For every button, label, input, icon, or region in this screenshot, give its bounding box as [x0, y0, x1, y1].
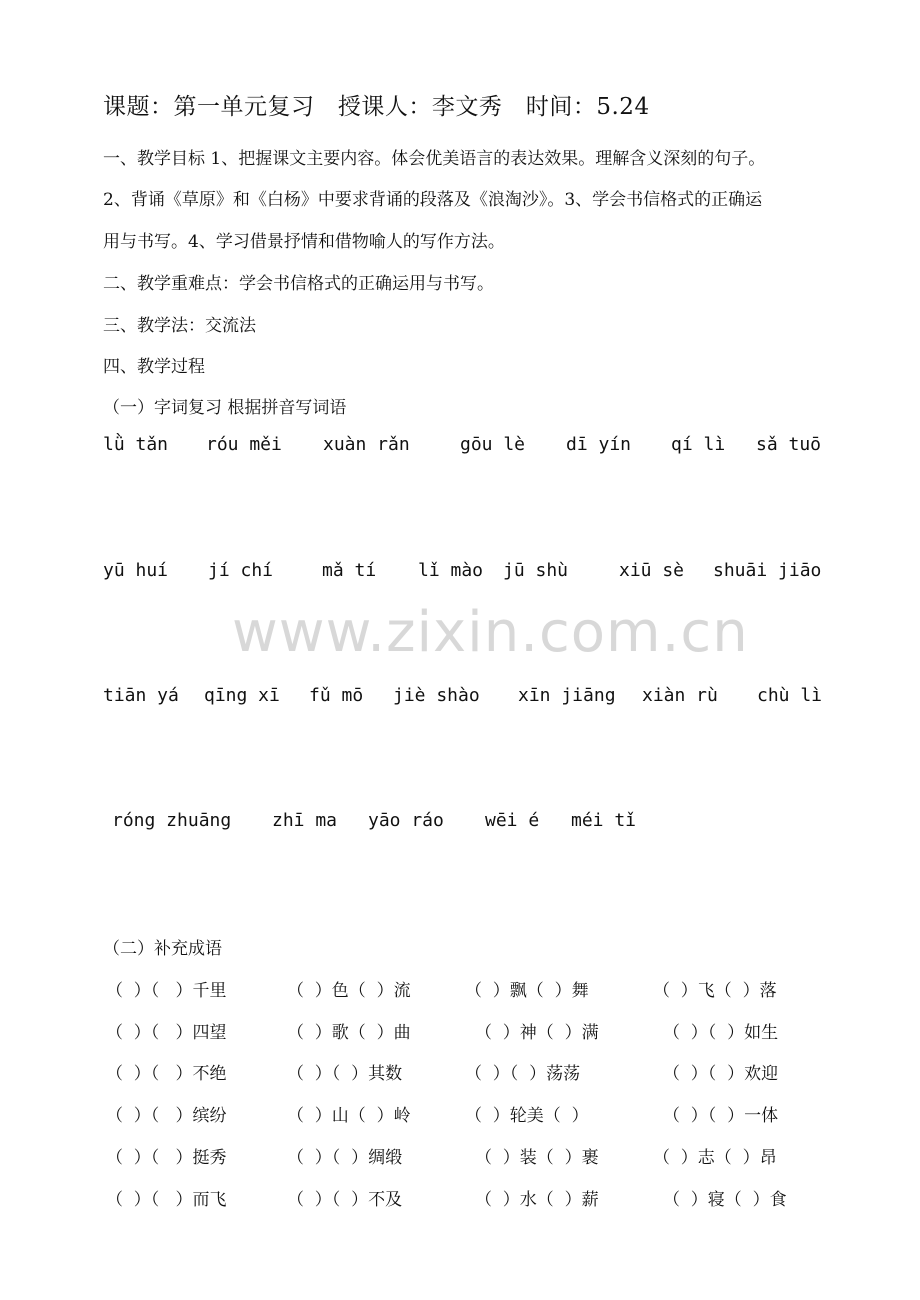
idiom-item: （ ）（ ）缤纷 [106, 1106, 227, 1126]
idiom-item: （ ）（ ）其数 [287, 1064, 403, 1084]
pinyin-item: chù lì [757, 685, 823, 706]
idiom-item: （ ）（ ）挺秀 [106, 1148, 227, 1168]
idiom-item: （ ）志（ ）昂 [653, 1148, 777, 1168]
idiom-item: （ ）飘（ ）舞 [465, 981, 589, 1001]
idiom-item: （ ）（ ）欢迎 [663, 1064, 779, 1084]
pinyin-item: méi tǐ [571, 810, 637, 831]
pinyin-item: qí lì [671, 434, 726, 455]
idiom-item: （ ）（ ）不及 [287, 1190, 403, 1210]
idiom-item: （ ）（ ）不绝 [106, 1064, 227, 1084]
pinyin-item: róu měi [206, 434, 282, 455]
goals-line-2: 2、背诵《草原》和《白杨》中要求背诵的段落及《浪淘沙》。3、学会书信格式的正确运 [103, 190, 763, 210]
pinyin-item: fǔ mō [309, 685, 364, 706]
idiom-item: （ ）（ ）千里 [106, 981, 227, 1001]
process-heading: 四、教学过程 [103, 357, 205, 377]
idiom-item: （ ）飞（ ）落 [653, 981, 777, 1001]
pinyin-item: xuàn rǎn [323, 434, 410, 455]
goals-line-1: 一、教学目标 1、把握课文主要内容。体会优美语言的表达效果。理解含义深刻的句子。 [103, 149, 766, 169]
goals-line-3: 用与书写。4、学习借景抒情和借物喻人的写作方法。 [103, 232, 505, 252]
idiom-item: （ ）装（ ）裹 [475, 1148, 599, 1168]
pinyin-item: wēi é [485, 810, 540, 831]
pinyin-item: jí chí [208, 560, 274, 581]
pinyin-item: xīn jiāng [518, 685, 616, 706]
idiom-row [0, 1018, 920, 1044]
idiom-item: （ ）轮美（ ） [465, 1106, 589, 1126]
pinyin-item: gōu lè [460, 434, 526, 455]
idiom-row [0, 976, 920, 1002]
idiom-item: （ ）山（ ）岭 [287, 1106, 411, 1126]
idiom-item: （ ）歌（ ）曲 [287, 1023, 411, 1043]
pinyin-item: zhī ma [272, 810, 338, 831]
section2-heading: （二）补充成语 [103, 939, 222, 959]
idiom-item: （ ）（ ）绸缎 [287, 1148, 403, 1168]
pinyin-row [0, 434, 920, 460]
pinyin-item: tiān yá [103, 685, 179, 706]
idiom-item: （ ）（ ）一体 [663, 1106, 779, 1126]
idiom-item: （ ）（ ）荡荡 [465, 1064, 581, 1084]
pinyin-row [0, 560, 920, 586]
idiom-item: （ ）寝（ ）食 [663, 1190, 787, 1210]
pinyin-item: xiū sè [619, 560, 685, 581]
pinyin-item: róng zhuāng [112, 810, 232, 831]
pinyin-item: shuāi jiāo [713, 560, 822, 581]
method-line: 三、教学法：交流法 [103, 316, 256, 336]
pinyin-item: lǐ mào [418, 560, 484, 581]
section1-heading: （一）字词复习 根据拼音写词语 [103, 398, 347, 418]
pinyin-row [0, 810, 920, 836]
pinyin-item: qīng xī [204, 685, 280, 706]
idiom-row [0, 1059, 920, 1085]
pinyin-item: yāo ráo [368, 810, 444, 831]
page-title: 课题：第一单元复习 授课人：李文秀 时间：5.24 [103, 94, 650, 120]
idiom-row [0, 1143, 920, 1169]
idiom-item: （ ）水（ ）薪 [475, 1190, 599, 1210]
pinyin-item: mǎ tí [322, 560, 377, 581]
pinyin-item: xiàn rù [642, 685, 718, 706]
idiom-item: （ ）（ ）而飞 [106, 1190, 227, 1210]
watermark: www.zixin.com.cn [232, 600, 749, 665]
pinyin-item: yū huí [103, 560, 169, 581]
pinyin-item: sǎ tuō [756, 434, 822, 455]
idiom-row [0, 1101, 920, 1127]
pinyin-row [0, 685, 920, 711]
pinyin-item: dī yín [566, 434, 632, 455]
pinyin-item: lǜ tǎn [103, 434, 169, 455]
idiom-item: （ ）（ ）四望 [106, 1023, 227, 1043]
idiom-item: （ ）神（ ）满 [475, 1023, 599, 1043]
idiom-item: （ ）色（ ）流 [287, 981, 411, 1001]
idiom-item: （ ）（ ）如生 [663, 1023, 779, 1043]
idiom-row [0, 1185, 920, 1211]
difficulty-line: 二、教学重难点：学会书信格式的正确运用与书写。 [103, 274, 494, 294]
pinyin-item: jū shù [503, 560, 569, 581]
pinyin-item: jiè shào [393, 685, 480, 706]
